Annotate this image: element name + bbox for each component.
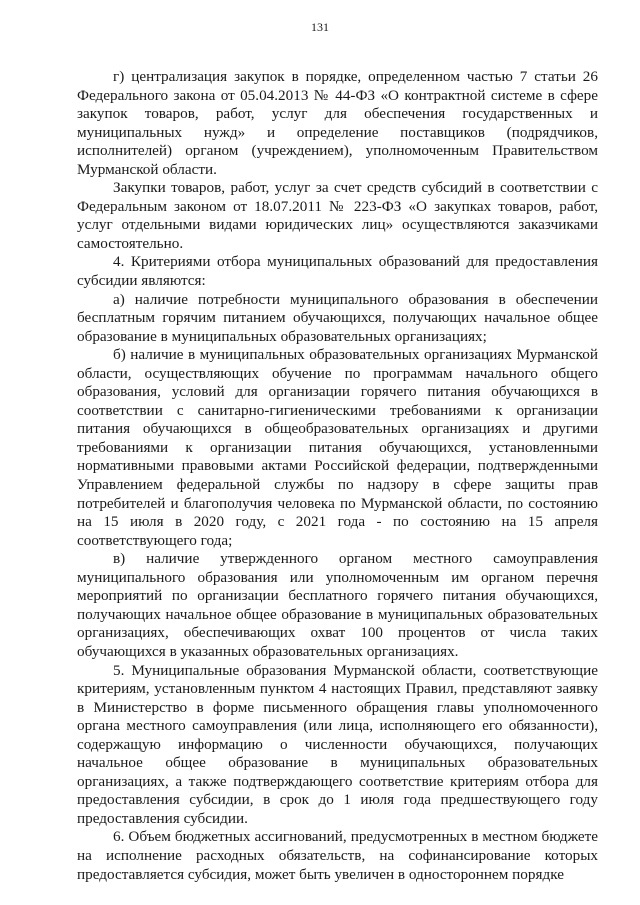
paragraph-criterion-b: б) наличие в муниципальных образовательных организациях Мурманской области, осуществляющих обучение по программам начального общего образования, условий для организации горячего питания обучающихся в соответствии с санитарно-гигиеническими требованиями к организации питания обучающихся в общеобразовательных организациях и другими требованиями к организации питания обучающихся, установленными нормативными правовыми актами Российской федерации, подтвержденными Управлением федеральной службы по надзору в сфере защиты прав потребителей и благополучия человека по Мурманской области, по состоянию на 15 июля в 2020 году, с 2021 года - по состоянию на 15 апреля соответствующего года; (77, 346, 598, 549)
paragraph-procurement-223fz: Закупки товаров, работ, услуг за счет средств субсидий в соответствии с Федеральным законом от 18.07.2011 № 223-ФЗ «О закупках товаров, работ, услуг отдельными видами юридических лиц» осуществляются заказчиками самостоятельно. (77, 179, 598, 252)
paragraph-4-selection-criteria: 4. Критериями отбора муниципальных образований для предоставления субсидии являются: (77, 253, 598, 290)
paragraph-g-centralization: г) централизация закупок в порядке, определенном частью 7 статьи 26 Федерального закона от 05.04.2013 № 44-ФЗ «О контрактной системе в сфере закупок товаров, работ, услуг для обеспечения государственных и муниципальных нужд» и определение поставщиков (подрядчиков, исполнителей) органом (учреждением), уполномоченным Правительством Мурманской области. (77, 68, 598, 178)
document-body (77, 68, 598, 884)
paragraph-criterion-a: а) наличие потребности муниципального образования в обеспечении бесплатным горячим питанием обучающихся, получающих начальное общее образование в муниципальных образовательных организациях; (77, 290, 598, 345)
paragraph-5-application: 5. Муниципальные образования Мурманской области, соответствующие критериям, установленным пунктом 4 настоящих Правил, представляют заявку в Министерство в форме письменного обращения главы уполномоченного органа местного самоуправления (или лица, исполняющего его обязанности), содержащую информацию о численности обучающихся, получающих начальное общее образование в муниципальных образовательных организациях, а также подтверждающего соответствие критериям отбора для предоставления субсидии, в срок до 1 июля года предшествующего году предоставления субсидии. (77, 661, 598, 827)
page-number: 131 (311, 20, 329, 34)
paragraph-6-budget-allocation: 6. Объем бюджетных ассигнований, предусмотренных в местном бюджете на исполнение расходных обязательств, на софинансирование которых предоставляется субсидия, может быть увеличен в одностороннем порядке (77, 828, 598, 883)
paragraph-criterion-v: в) наличие утвержденного органом местного самоуправления муниципального образования или уполномоченным им органом перечня мероприятий по организации бесплатного горячего питания обучающихся, получающих начальное общее образование в муниципальных образовательных организациях, обеспечивающих охват 100 процентов от числа таких обучающихся в указанных образовательных организациях. (77, 550, 598, 660)
